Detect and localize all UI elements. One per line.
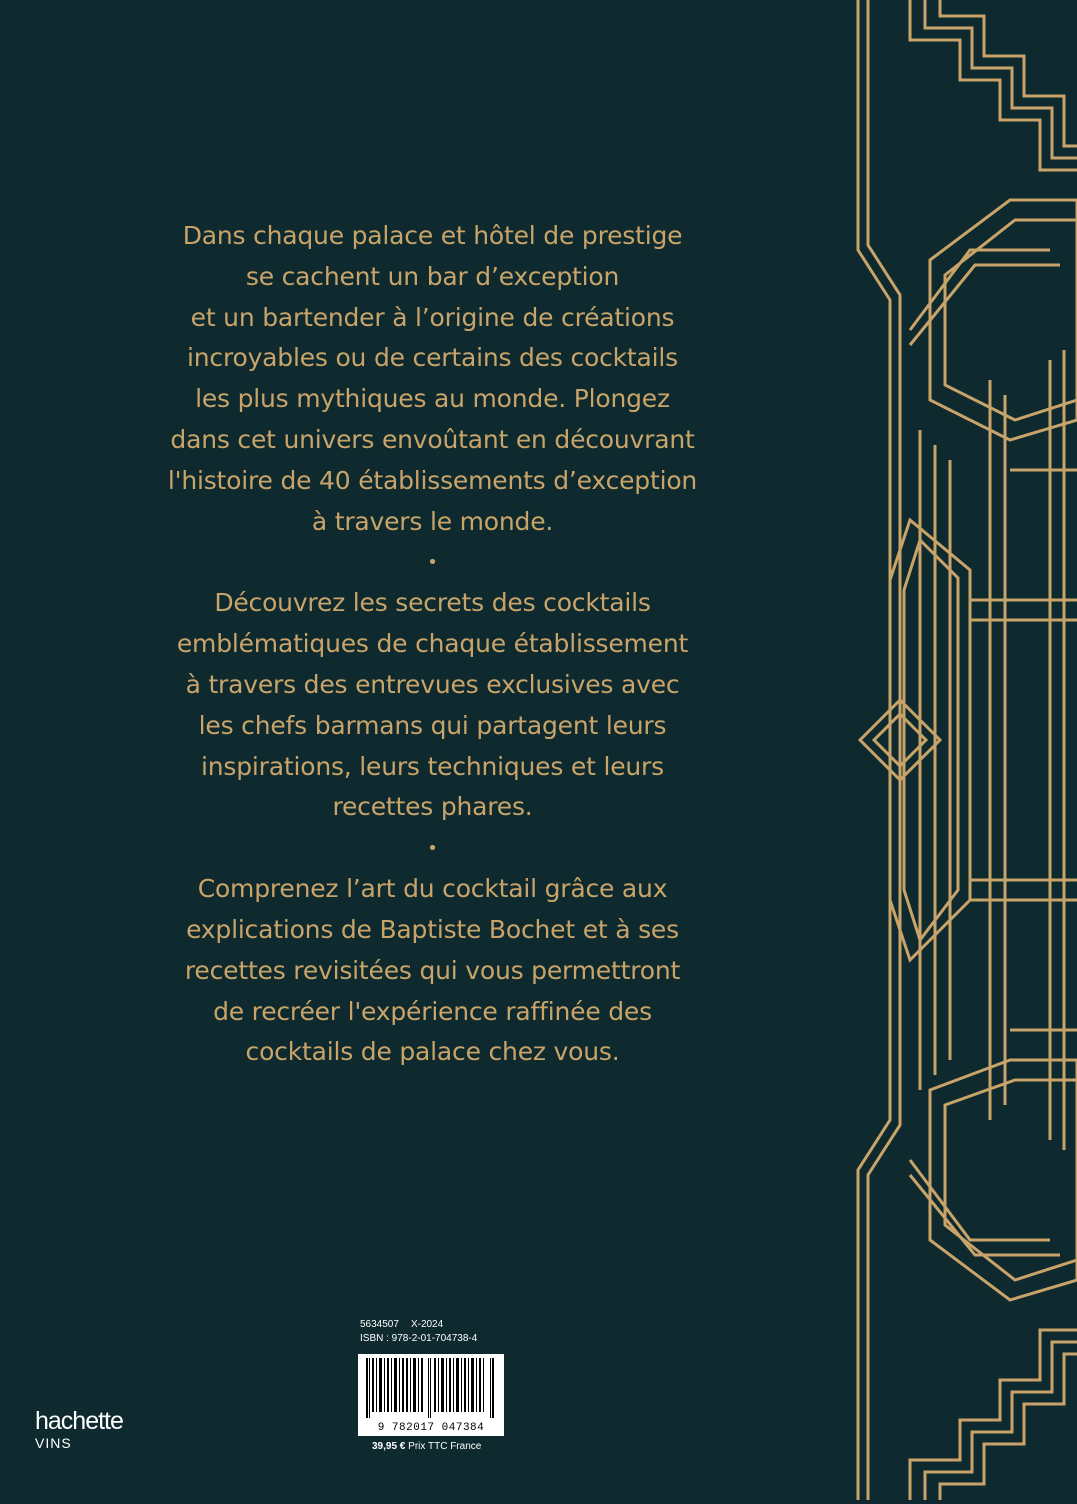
product-code: 5634507 (360, 1319, 399, 1330)
isbn: ISBN : 978-2-01-704738-4 (360, 1333, 478, 1344)
blurb-line: et un bartender à l’origine de créations (190, 302, 675, 332)
blurb-line: Découvrez les secrets des cocktails (214, 588, 651, 618)
blurb-paragraph-2 (130, 583, 735, 828)
blurb-line: explications de Baptiste Bochet et à ses (186, 914, 679, 944)
blurb-line: Comprenez l’art du cocktail grâce aux (197, 874, 668, 904)
blurb-line: inspirations, leurs techniques et leurs (201, 751, 664, 781)
blurb (130, 216, 735, 1073)
blurb-line: Dans chaque palace et hôtel de prestige (182, 221, 683, 250)
blurb-paragraph-3 (130, 869, 735, 1073)
barcode-digits: 9 782017 047384 (377, 1422, 485, 1434)
blurb-line: les plus mythiques au monde. Plongez (195, 384, 670, 414)
blurb-line: dans cet univers envoûtant en découvrant (170, 424, 695, 454)
product-codes (360, 1318, 510, 1332)
blurb-paragraph-1 (130, 216, 735, 542)
blurb-line: recettes revisitées qui vous permettront (184, 955, 681, 985)
blurb-line: emblématiques de chaque établissement (176, 629, 689, 659)
bullet-separator: • (427, 838, 438, 860)
art-deco-ornament (850, 0, 1077, 1500)
blurb-line: de recréer l'expérience raffinée des (213, 996, 652, 1026)
blurb-line: se cachent un bar d’exception (245, 261, 620, 291)
barcode-bars-icon (358, 1354, 504, 1418)
price (372, 1441, 481, 1452)
publisher-name: hachette (35, 1407, 123, 1435)
barcode (358, 1354, 504, 1436)
blurb-line: cocktails de palace chez vous. (245, 1037, 620, 1067)
book-metadata (360, 1318, 510, 1346)
blurb-line: les chefs barmans qui partagent leurs (198, 710, 667, 740)
price-amount: 39,95 € (372, 1441, 406, 1452)
edition-code: X-2024 (410, 1319, 444, 1330)
blurb-line: recettes phares. (332, 792, 533, 822)
publisher-imprint: VINS (35, 1435, 72, 1451)
blurb-line: incroyables ou de certains des cocktails (187, 343, 678, 373)
blurb-line: l'histoire de 40 établissements d’exception (167, 465, 698, 495)
publisher-logo (35, 1407, 123, 1451)
bullet-separator: • (427, 552, 438, 574)
blurb-line: à travers des entrevues exclusives avec (185, 669, 680, 699)
price-label: Prix TTC France (408, 1441, 482, 1452)
blurb-line: à travers le monde. (311, 506, 554, 536)
